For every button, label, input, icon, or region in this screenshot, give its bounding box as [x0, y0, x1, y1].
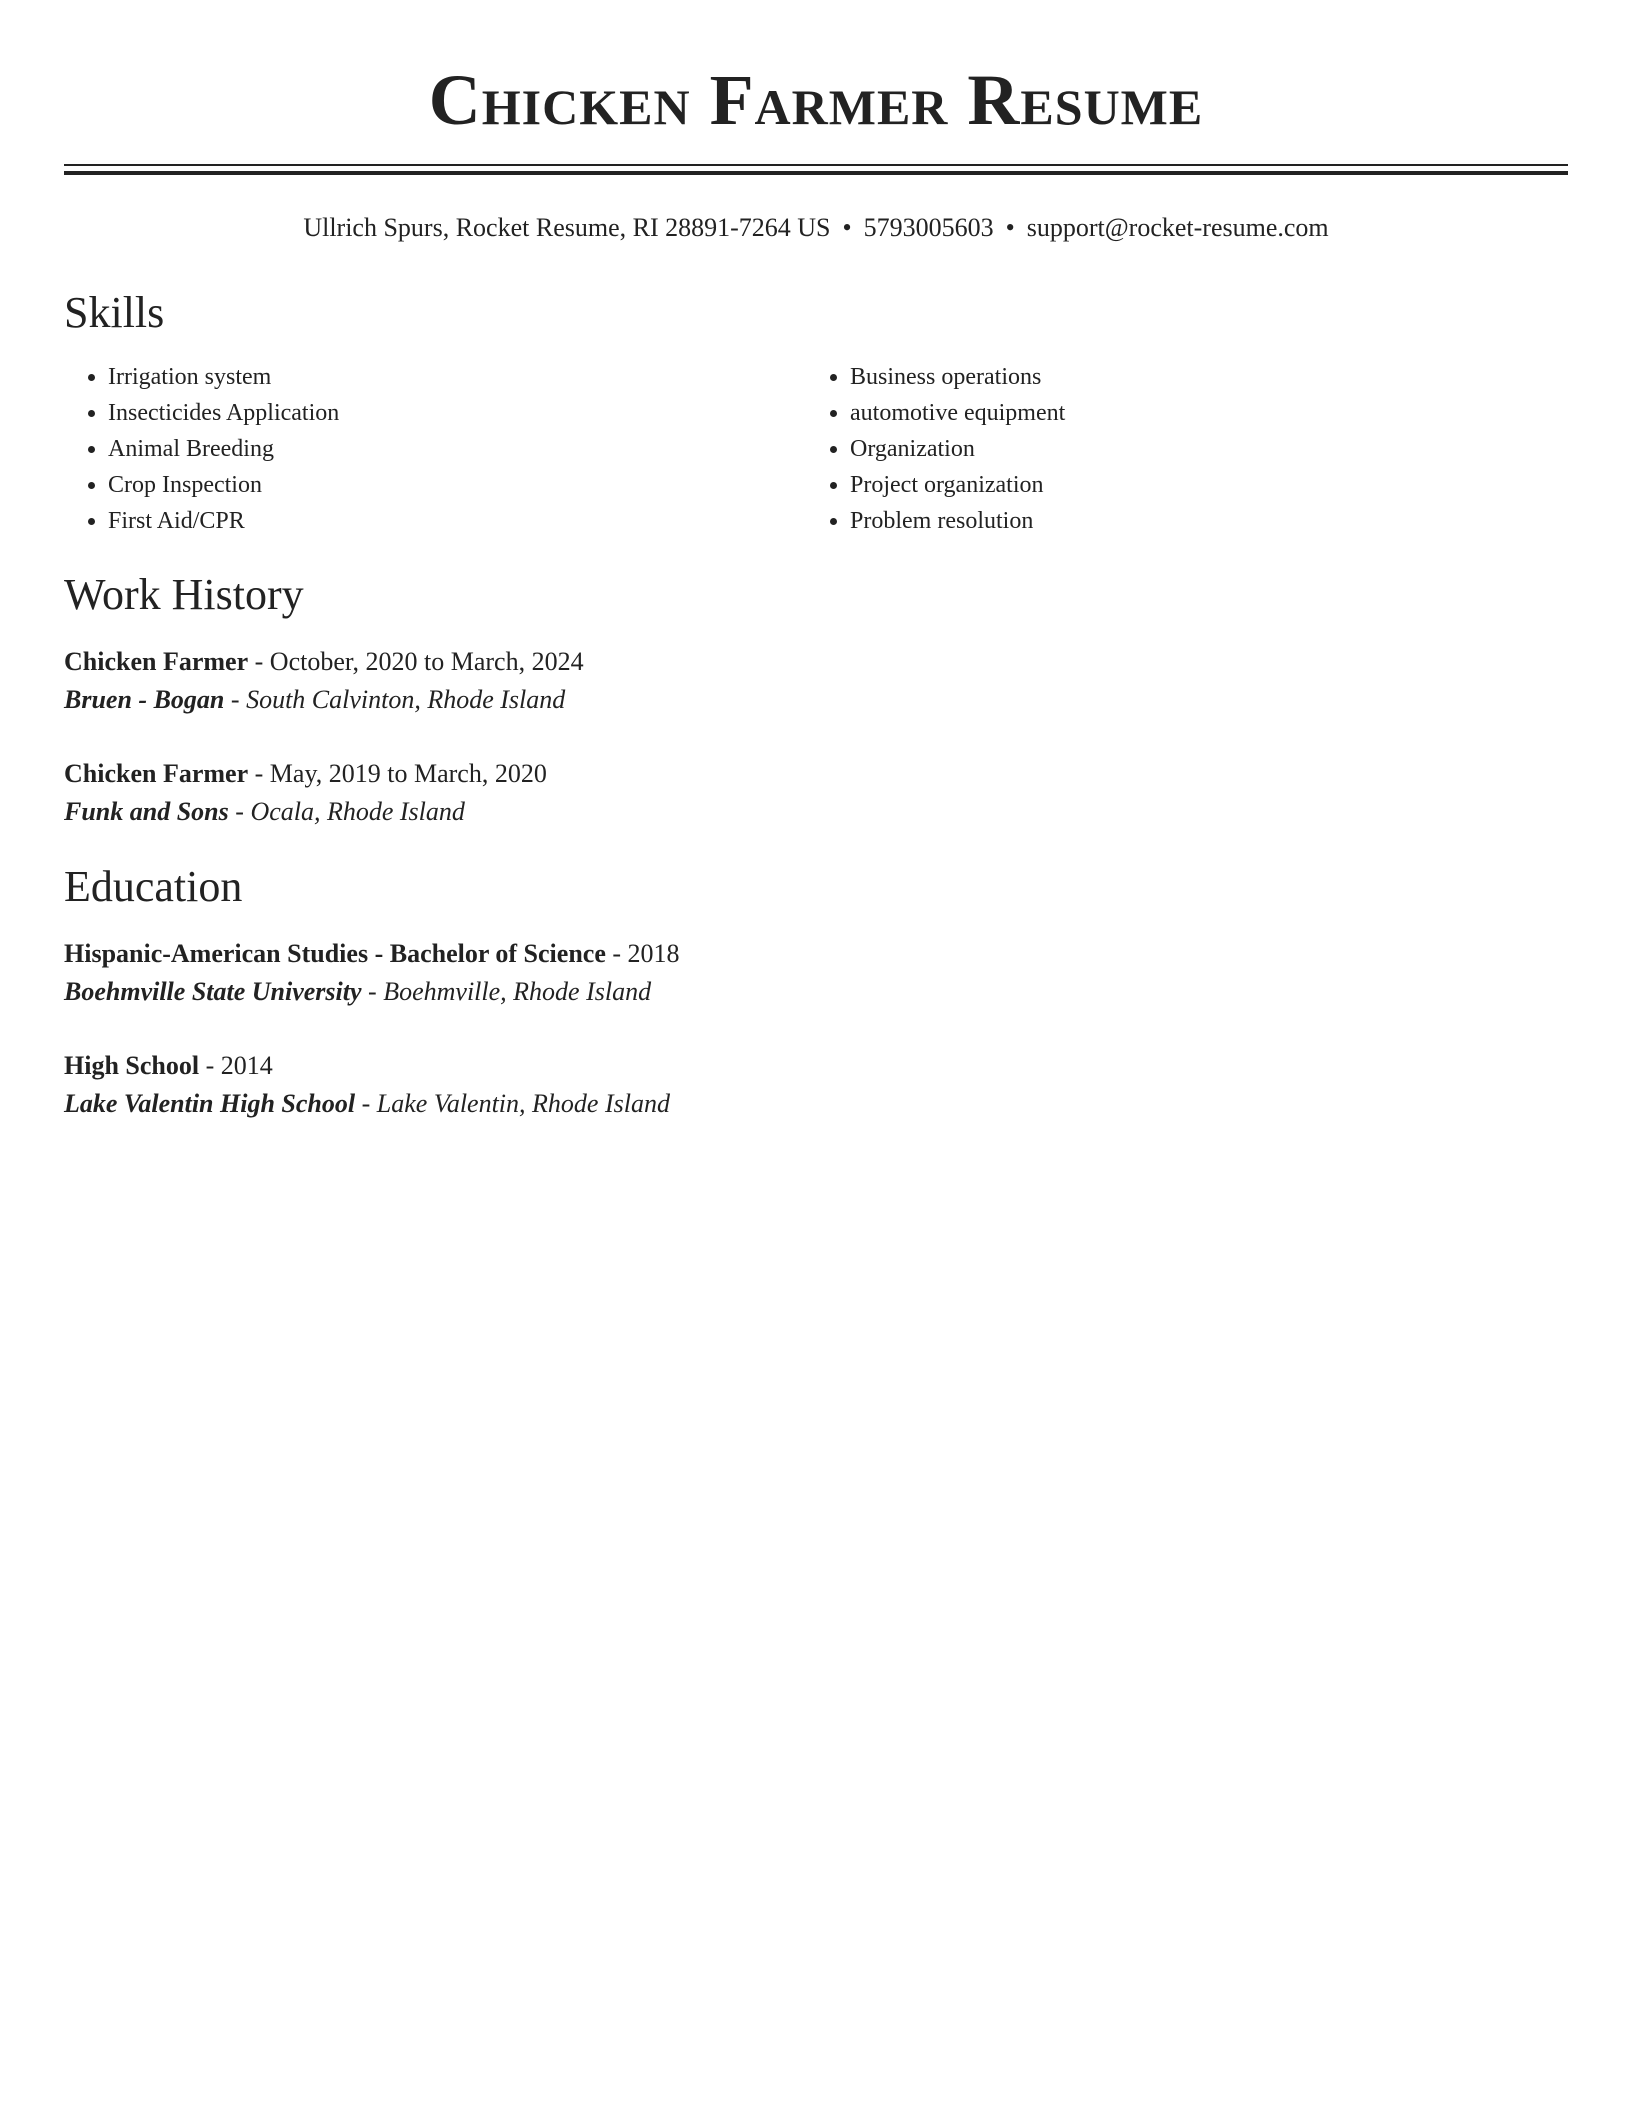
- school-name: Boehmville State University: [64, 977, 362, 1006]
- skill-item: • automotive equipment: [850, 395, 1548, 431]
- dash: -: [230, 685, 240, 714]
- graduation-year: 2018: [627, 939, 680, 968]
- job-company: Bruen - Bogan: [64, 685, 225, 714]
- job-role: Chicken Farmer: [64, 759, 249, 788]
- education-heading: Education: [64, 862, 243, 911]
- school-location: Lake Valentin, Rhode Island: [376, 1089, 670, 1118]
- skills-list: [64, 359, 1568, 539]
- job-location: South Calvinton, Rhode Island: [246, 685, 566, 714]
- skill-item: • Animal Breeding: [108, 431, 806, 467]
- contact-separator: •: [1005, 213, 1015, 242]
- job-dates: October, 2020 to March, 2024: [269, 647, 584, 676]
- contact-address: Ullrich Spurs, Rocket Resume, RI 28891-7264 US: [303, 213, 831, 242]
- school-location: Boehmville, Rhode Island: [383, 977, 652, 1006]
- skill-item: • Crop Inspection: [108, 467, 806, 503]
- contact-separator: •: [842, 213, 852, 242]
- graduation-year: 2014: [220, 1051, 273, 1080]
- skill-item: • First Aid/CPR: [108, 503, 806, 539]
- skills-column-left: [64, 359, 806, 539]
- dash: -: [254, 759, 264, 788]
- skills-heading: Skills: [64, 288, 165, 337]
- degree: Hispanic-American Studies - Bachelor of Science: [64, 939, 606, 968]
- contact-phone: 5793005603: [863, 213, 994, 242]
- title-divider-thin: [64, 164, 1568, 166]
- resume-page: [64, 0, 1568, 1123]
- dash: -: [368, 977, 377, 1006]
- education-entry: [64, 1047, 1568, 1123]
- skill-item: • Organization: [850, 431, 1548, 467]
- contact-email: support@rocket-resume.com: [1026, 213, 1329, 242]
- skill-item: • Project organization: [850, 467, 1548, 503]
- skill-item: • Irrigation system: [108, 359, 806, 395]
- dash: -: [254, 647, 264, 676]
- job-company: Funk and Sons: [64, 797, 229, 826]
- work-history-heading: Work History: [64, 570, 304, 619]
- skill-item: • Insecticides Application: [108, 395, 806, 431]
- job-location: Ocala, Rhode Island: [250, 797, 465, 826]
- job-dates: May, 2019 to March, 2020: [269, 759, 547, 788]
- dash: -: [235, 797, 244, 826]
- skills-column-right: [806, 359, 1548, 539]
- dash: -: [361, 1089, 371, 1118]
- dash: -: [612, 939, 622, 968]
- skill-item: • Problem resolution: [850, 503, 1548, 539]
- work-entry: [64, 643, 1568, 719]
- title-divider-thick: [64, 171, 1568, 175]
- skill-item: • Business operations: [850, 359, 1548, 395]
- school-name: Lake Valentin High School: [64, 1089, 356, 1118]
- dash: -: [205, 1051, 215, 1080]
- education-entry: [64, 935, 1568, 1011]
- job-role: Chicken Farmer: [64, 647, 249, 676]
- work-entry: [64, 755, 1568, 831]
- resume-title: Chicken Farmer Resume: [428, 60, 1204, 140]
- degree: High School: [64, 1051, 200, 1080]
- contact-line: [64, 211, 1568, 245]
